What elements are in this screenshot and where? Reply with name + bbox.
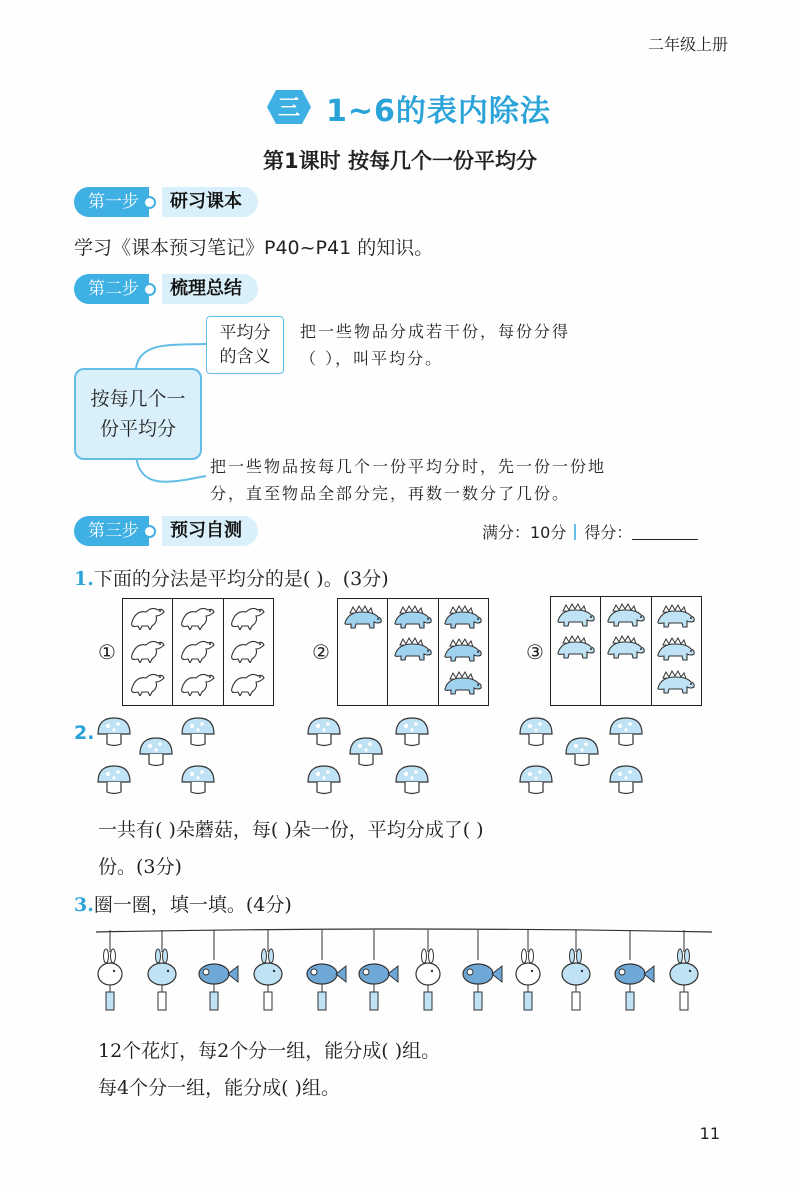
box-line-1: 平均分 (219, 323, 271, 343)
mushroom-icon (396, 766, 428, 794)
fish-lantern-icon (615, 930, 654, 1010)
stegosaurus-icon (605, 601, 647, 633)
q1-grid-3 (550, 596, 702, 706)
step-3-name: 预习自测 (162, 516, 258, 546)
dinosaur-icon (228, 670, 268, 700)
triceratops-icon (442, 636, 484, 668)
step-2-label: 第二步 (74, 274, 149, 304)
q1-text[interactable]: 下面的分法是平均分的是( )。(3分) (93, 568, 389, 590)
rabbit-lantern-icon (148, 930, 176, 1010)
mushroom-icon (520, 718, 552, 746)
step-1-label: 第一步 (74, 187, 149, 217)
box-line-2: 的含义 (219, 347, 271, 367)
rabbit-lantern-icon (254, 930, 282, 1010)
dinosaur-icon (128, 604, 168, 634)
step-1-text: 学习《课本预习笔记》P40~P41 的知识。 (74, 237, 434, 259)
q3-line-1[interactable]: 12个花灯，每2个分一组，能分成( )组。 (98, 1040, 441, 1062)
step-2-name: 梳理总结 (162, 274, 258, 304)
q3-text: 圈一圈，填一填。(4分) (93, 894, 292, 916)
mushroom-icon (182, 766, 214, 794)
q1-grid-1 (122, 598, 274, 706)
q1-option-1-label: ① (98, 640, 116, 664)
rabbit-lantern-icon (670, 930, 698, 1010)
score-label: 得分： (584, 523, 633, 542)
fish-lantern-icon (359, 930, 398, 1010)
stegosaurus-icon (655, 635, 697, 667)
stegosaurus-icon (555, 633, 597, 665)
mushroom-icon (98, 766, 130, 794)
unit-badge-text: 三 (277, 96, 301, 121)
rabbit-lantern-icon (416, 930, 440, 1010)
center-line-2: 份平均分 (99, 418, 176, 440)
question-1 (74, 564, 389, 591)
step-dot-icon (143, 525, 156, 538)
triceratops-icon (442, 669, 484, 701)
page-number: 11 (699, 1124, 720, 1143)
dinosaur-icon (228, 604, 268, 634)
unit-title: 1~6的表内除法 (326, 94, 551, 129)
center-line-1: 按每几个一 (90, 388, 186, 410)
step-3-header (74, 516, 258, 546)
stegosaurus-icon (655, 668, 697, 700)
dinosaur-icon (228, 637, 268, 667)
definition-line-2: （ ），叫平均分。 (300, 349, 444, 368)
triceratops-icon (342, 603, 384, 635)
fish-lantern-icon (463, 930, 502, 1010)
step-dot-icon (143, 196, 156, 209)
q1-grid-2 (337, 598, 489, 706)
rabbit-lantern-icon (516, 930, 540, 1010)
stegosaurus-icon (655, 602, 697, 634)
fish-lantern-icon (307, 930, 346, 1010)
dinosaur-icon (178, 604, 218, 634)
q2-line-1[interactable]: 一共有( )朵蘑菇，每( )朵一份，平均分成了( ) (98, 819, 484, 841)
stegosaurus-icon (605, 633, 647, 665)
mushroom-group-1 (98, 718, 214, 794)
method-line-1: 把一些物品按每几个一份平均分时，先一份一份地 (210, 457, 607, 476)
triceratops-icon (392, 635, 434, 667)
q1-option-3-label: ③ (526, 640, 544, 664)
dinosaur-icon (178, 637, 218, 667)
mushroom-group-3 (520, 718, 642, 794)
step-1-name: 研习课本 (162, 187, 258, 217)
q1-option-2-label: ② (312, 640, 330, 664)
rabbit-lantern-icon (562, 930, 590, 1010)
method-line-2: 分，直至物品全部分完，再数一数分了几份。 (210, 484, 571, 503)
mushroom-icon (182, 718, 214, 746)
definition-line-1: 把一些物品分成若干份，每份分得 (300, 322, 571, 341)
stegosaurus-icon (555, 601, 597, 633)
triceratops-icon (392, 603, 434, 635)
mushroom-icon (610, 766, 642, 794)
question-3 (74, 890, 292, 917)
score-blank[interactable] (632, 523, 698, 540)
lantern-string (96, 924, 716, 1024)
dinosaur-icon (128, 637, 168, 667)
definition-box (206, 316, 284, 374)
score-area (482, 520, 698, 543)
step-dot-icon (143, 283, 156, 296)
dinosaur-icon (178, 670, 218, 700)
mindmap-center-node (74, 368, 202, 460)
mushroom-icon (610, 718, 642, 746)
q3-number: 3. (74, 894, 94, 916)
lesson-title: 第1课时 按每几个一份平均分 (263, 149, 537, 173)
method-text (210, 453, 606, 507)
q2-line-2: 份。(3分) (98, 856, 182, 878)
mushroom-icon (308, 718, 340, 746)
dinosaur-icon (128, 670, 168, 700)
mushroom-groups (90, 712, 650, 804)
mushroom-icon (566, 738, 598, 766)
mushroom-icon (98, 718, 130, 746)
mushroom-icon (308, 766, 340, 794)
mushroom-group-2 (308, 718, 428, 794)
mushroom-icon (396, 718, 428, 746)
rabbit-lantern-icon (98, 930, 122, 1010)
grade-label: 二年级上册 (647, 35, 728, 54)
definition-text (300, 318, 570, 372)
q3-line-2[interactable]: 每4个分一组，能分成( )组。 (98, 1077, 340, 1099)
q2-number: 2. (74, 722, 95, 744)
mushroom-icon (350, 738, 382, 766)
step-3-label: 第三步 (74, 516, 149, 546)
q1-number: 1. (74, 568, 94, 590)
mushroom-icon (140, 738, 172, 766)
fish-lantern-icon (199, 930, 238, 1010)
triceratops-icon (442, 603, 484, 635)
score-divider (574, 524, 576, 540)
full-score: 满分：10分 (482, 523, 567, 542)
mushroom-icon (520, 766, 552, 794)
